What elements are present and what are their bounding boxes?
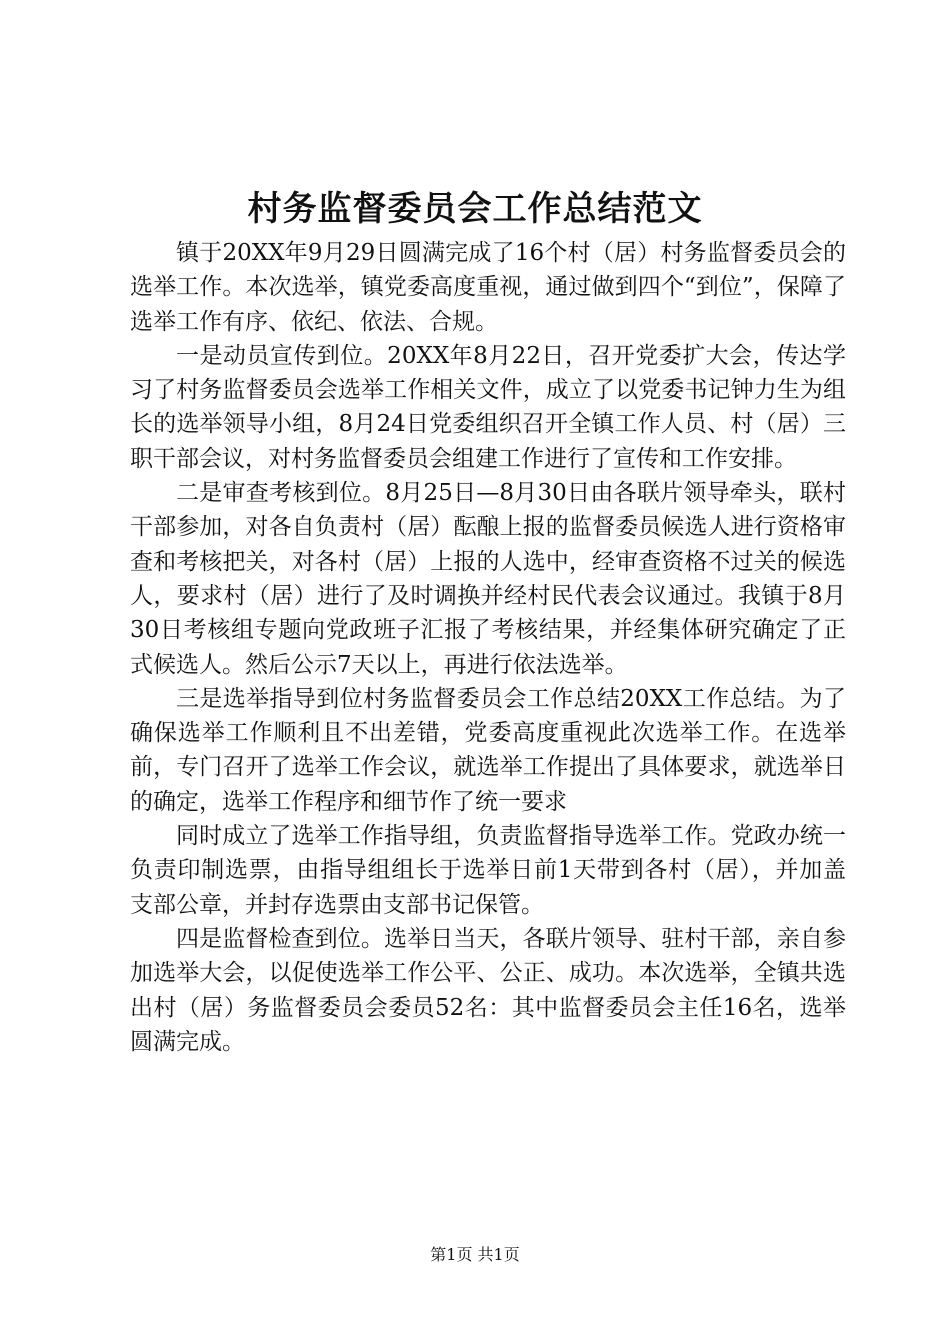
paragraph-guidance: 三是选举指导到位村务监督委员会工作总结20XX工作总结。为了确保选举工作顺利且不出差错，党委高度重视此次选举工作。在选举前，专门召开了选举工作会议，就选举工作提出了具体要求，就选举日的确定，选举工作程序和细节作了统一要求 [130,685,846,815]
paragraph-guidance-group: 同时成立了选举工作指导组，负责监督指导选举工作。党政办统一负责印制选票，由指导组组长于选举日前1天带到各村（居），并加盖支部公章，并封存选票由支部书记保管。 [130,823,846,918]
document-body [130,236,846,1059]
page-footer: 第1页 共1页 [430,1245,520,1264]
document-title: 村务监督委员会工作总结范文 [247,189,703,229]
paragraph-supervision: 四是监督检查到位。选举日当天，各联片领导、驻村干部，亲自参加选举大会，以促使选举工作公平、公正、成功。本次选举，全镇共选出村（居）务监督委员会委员52名：其中监督委员会主任16名，选举圆满完成。 [130,925,846,1055]
paragraph-mobilization: 一是动员宣传到位。20XX年8月22日，召开党委扩大会，传达学习了村务监督委员会选举工作相关文件，成立了以党委书记钟力生为组长的选举领导小组，8月24日党委组织召开全镇工作人员、村（居）三职干部会议，对村务监督委员会组建工作进行了宣传和工作安排。 [130,342,846,472]
paragraph-review: 二是审查考核到位。8月25日—8月30日由各联片领导牵头，联村干部参加，对各自负责村（居）酝酿上报的监督委员候选人进行资格审查和考核把关，对各村（居）上报的人选中，经审查资格不过关的候选人，要求村（居）进行了及时调换并经村民代表会议通过。我镇于8月30日考核组专题向党政班子汇报了考核结果，并经集体研究确定了正式候选人。然后公示7天以上，再进行依法选举。 [130,480,846,678]
paragraph-intro: 镇于20XX年9月29日圆满完成了16个村（居）村务监督委员会的选举工作。本次选举，镇党委高度重视，通过做到四个“到位”，保障了选举工作有序、依纪、依法、合规。 [130,240,846,335]
